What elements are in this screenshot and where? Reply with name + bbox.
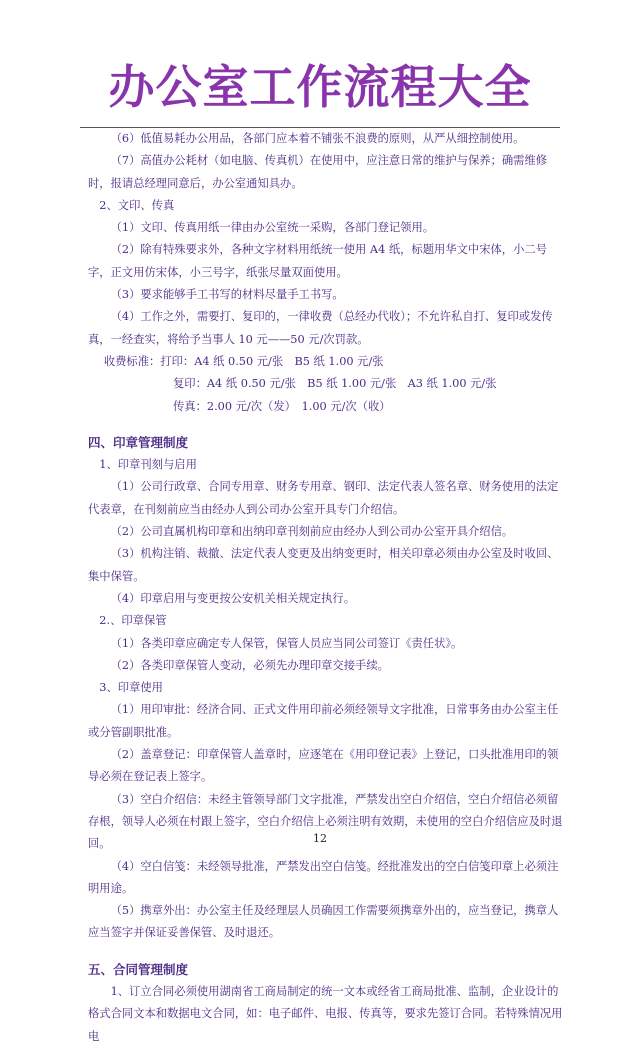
section-heading: 五、合同管理制度 — [88, 961, 189, 977]
paragraph: （1）用印审批：经济合同、正式文件用印前必须经领导文字批准，日常事务由办公室主任或分管副职批准。 — [88, 703, 559, 739]
paragraph: （6）低值易耗办公用品，各部门应本着不铺张不浪费的原则，从严从细控制使用。 — [110, 132, 525, 145]
paragraph: （2）除有特殊要求外，各种文字材料用纸统一使用 A4 纸，标题用华文中宋体，小二号字，正文用仿宋体，小三号字，纸张尽量双面使用。 — [88, 243, 548, 279]
paragraph: （4）空白信笺：未经领导批准，严禁发出空白信笺。经批准发出的空白信笺印章上必须注明用途。 — [88, 859, 559, 895]
section-heading: 四、印章管理制度 — [88, 434, 189, 450]
subsection-heading: 1、印章刊刻与启用 — [99, 458, 197, 472]
subsection-heading: 3、印章使用 — [99, 681, 163, 695]
page-number: 12 — [313, 832, 327, 845]
body-text — [88, 128, 564, 1048]
paragraph: （2）各类印章保管人变动，必须先办理印章交接手续。 — [110, 658, 389, 672]
fee-line: 收费标准：打印：A4 纸 0.50 元/张 B5 纸 1.00 元/张 — [103, 354, 384, 368]
paragraph: （5）携章外出：办公室主任及经理层人员确因工作需要须携章外出的，应当登记，携章人应当签字并保证妥善保管、及时退还。 — [88, 904, 559, 940]
paragraph: （2）盖章登记：印章保管人盖章时，应逐笔在《用印登记表》上登记，口头批准用印的领导必须在登记表上签字。 — [88, 748, 559, 784]
page-title: 办公室工作流程大全 — [108, 60, 532, 114]
paragraph: （4）印章启用与变更按公安机关相关规定执行。 — [110, 591, 356, 605]
paragraph: （1）各类印章应确定专人保管，保管人员应当同公司签订《责任状》。 — [110, 636, 463, 650]
paragraph: （4）工作之外，需要打、复印的，一律收费（总经办代收）；不允许私自打、复印或发传真，一经查实，将给予当事人 10 元——50 元/次罚款。 — [88, 310, 553, 346]
paragraph: （3）空白介绍信：未经主管领导部门文字批准，严禁发出空白介绍信，空白介绍信必须留存根，领导人必须在村跟上签字，空白介绍信上必须注明有效期，未使用的空白介绍信应及时退回。 — [88, 792, 563, 851]
paragraph: （1）公司行政章、合同专用章、财务专用章、钢印、法定代表人签名章、财务使用的法定代表章，在刊刻前应当由经办人到公司办公室开具专门介绍信。 — [88, 480, 559, 516]
paragraph: （2）公司直属机构印章和出纳印章刊刻前应由经办人到公司办公室开具介绍信。 — [110, 525, 514, 539]
subsection-heading: 2.、印章保管 — [99, 614, 167, 628]
subsection-heading: 2、文印、传真 — [99, 198, 175, 212]
fee-line: 复印：A4 纸 0.50 元/张 B5 纸 1.00 元/张 A3 纸 1.00 元/张 — [173, 377, 497, 391]
paragraph: （3）机构注销、裁撤、法定代表人变更及出纳变更时，相关印章必须由办公室及时收回、集中保管。 — [88, 547, 559, 583]
spacer — [88, 945, 564, 959]
paragraph: （3）要求能够手工书写的材料尽量手工书写。 — [110, 288, 344, 302]
spacer — [88, 418, 564, 432]
paragraph: （7）高值办公耗材（如电脑、传真机）在使用中，应注意日常的维护与保养；确需维修时，报请总经理同意后，办公室通知具办。 — [88, 154, 548, 190]
paragraph: （1）文印、传真用纸一律由办公室统一采购，各部门登记领用。 — [110, 221, 435, 235]
fee-line: 传真：2.00 元/次（发） 1.00 元/次（收） — [173, 399, 391, 413]
paragraph: 1、订立合同必须使用湖南省工商局制定的统一文本或经省工商局批准、监制，企业设计的格式合同文本和数据电文合同，如：电子邮件、电报、传真等，要求先签订合同。若特殊情况用电 — [88, 984, 563, 1043]
